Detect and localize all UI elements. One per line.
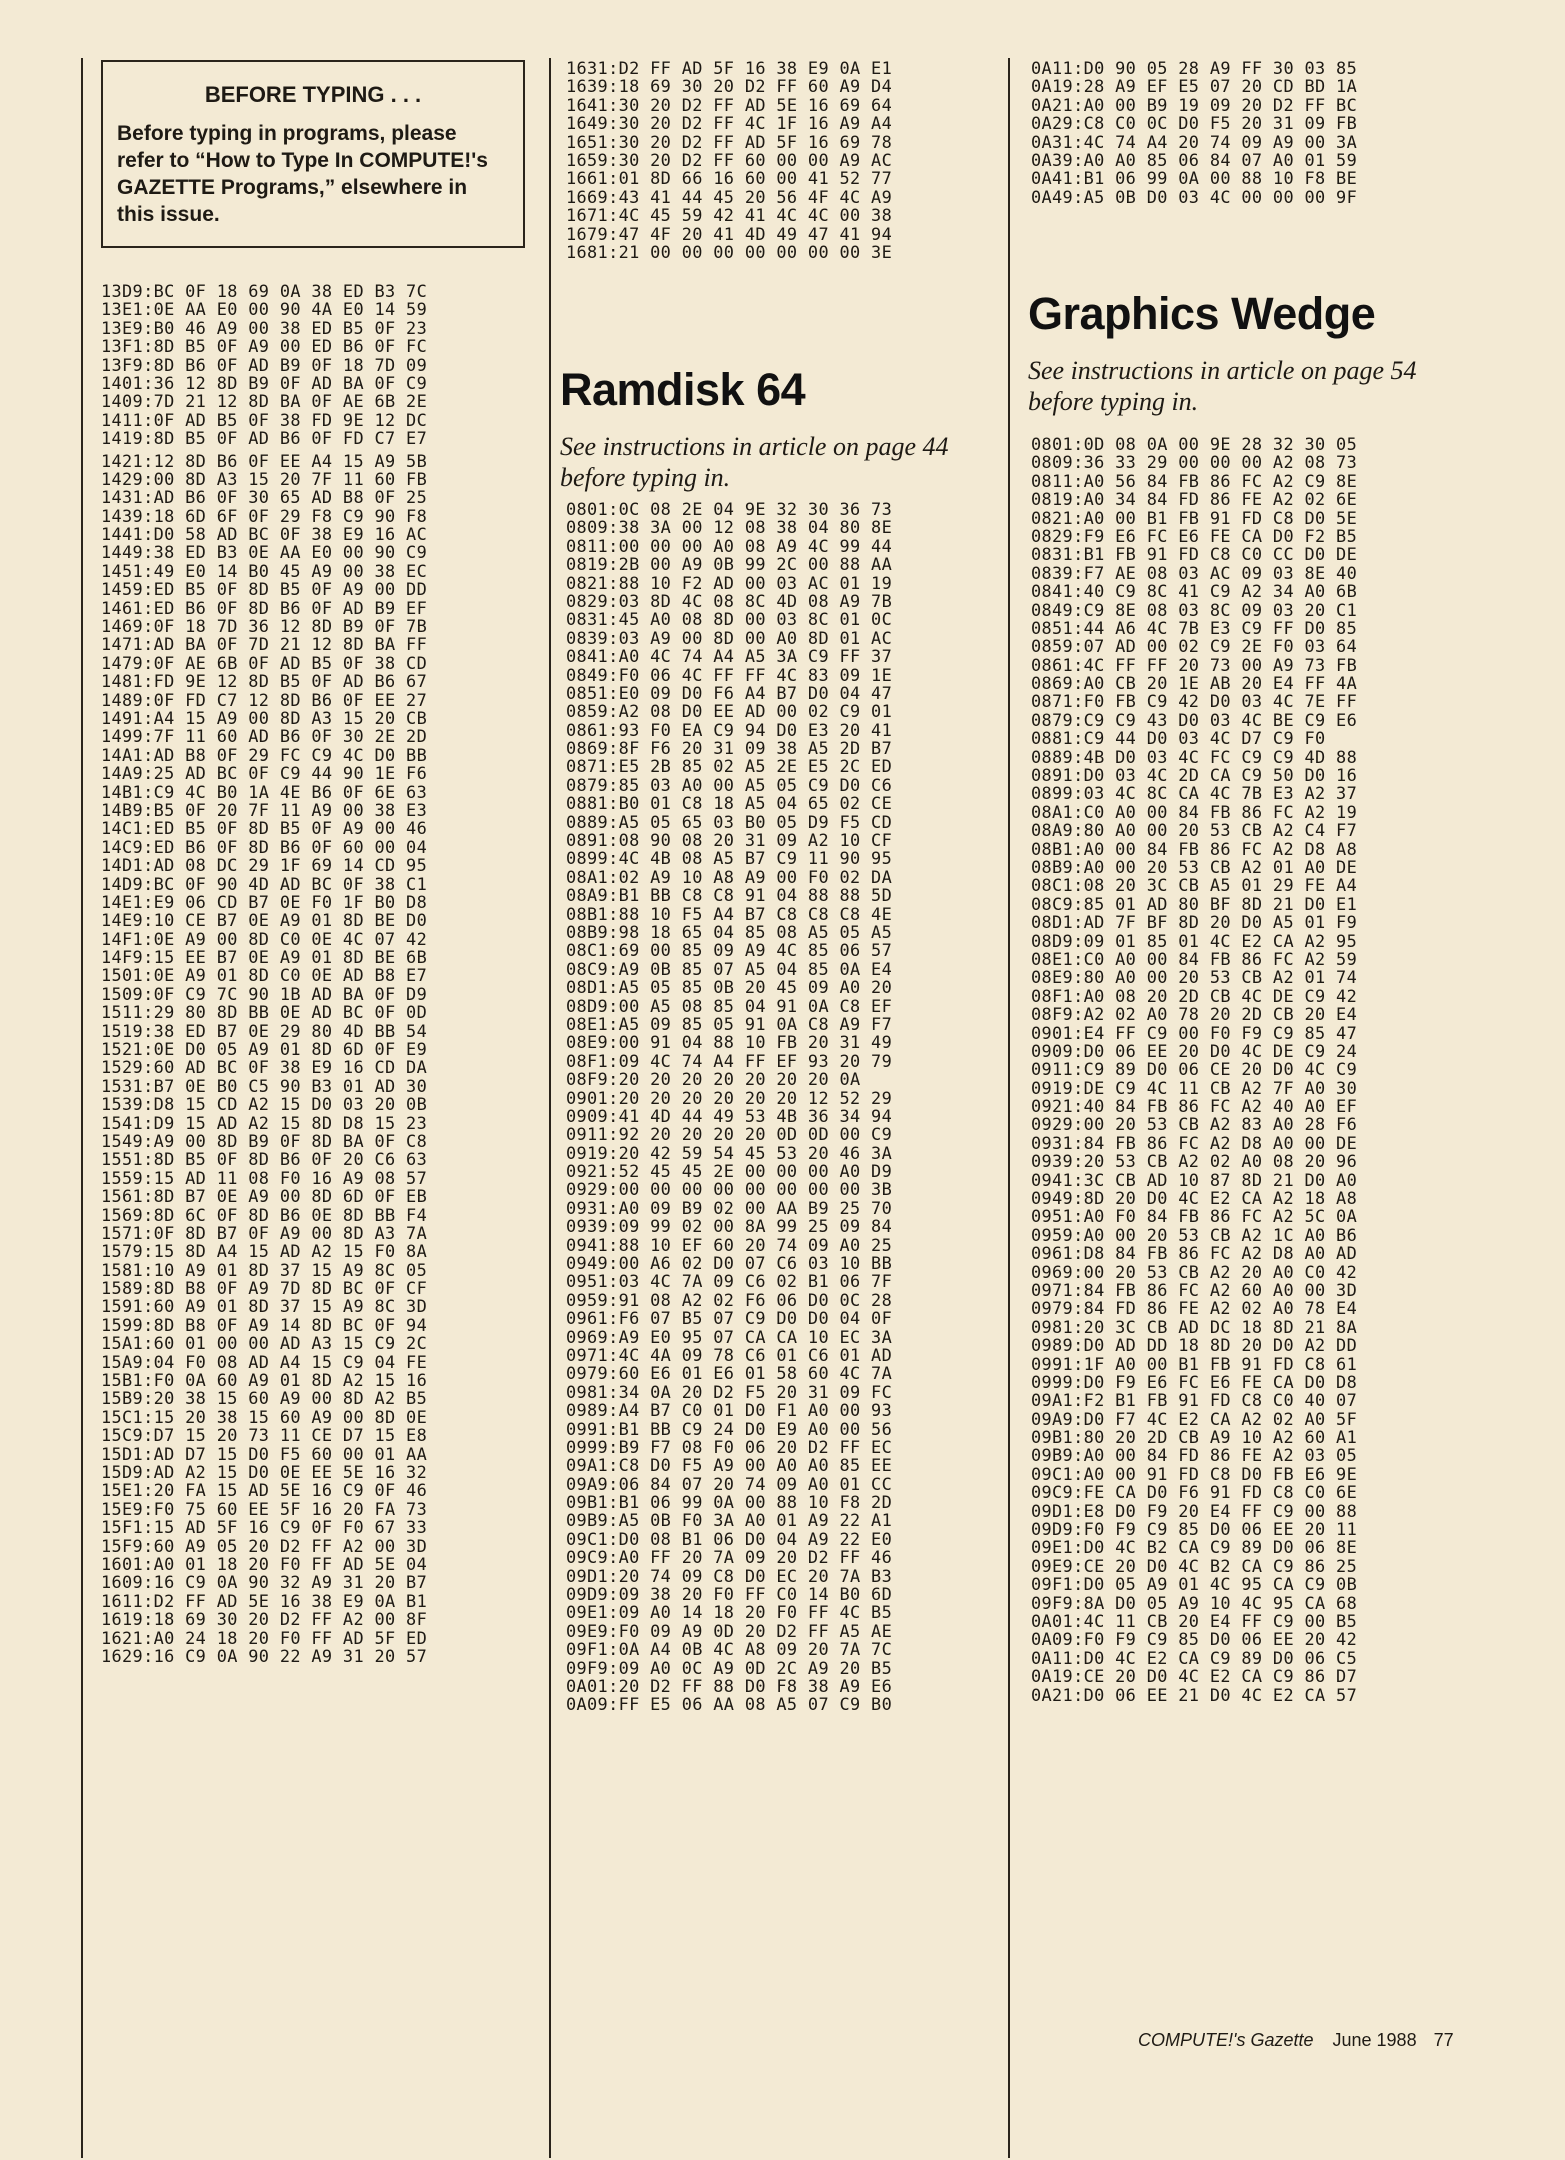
code-line: 1431:AD B6 0F 30 65 AD B8 0F 25 bbox=[101, 487, 428, 508]
code-line: 1429:00 8D A3 15 20 7F 11 60 FB bbox=[101, 468, 428, 489]
code-line: 09E9:F0 09 A9 0D 20 D2 FF A5 AE bbox=[566, 1620, 893, 1641]
code-line: 08C9:A9 0B 85 07 A5 04 85 0A E4 bbox=[566, 958, 893, 979]
code-line: 0859:07 AD 00 02 C9 2E F0 03 64 bbox=[1031, 636, 1358, 657]
code-line: 09A9:D0 F7 4C E2 CA A2 02 A0 5F bbox=[1031, 1408, 1358, 1429]
graphics-wedge-subtitle: See instructions in article on page 54 before typing in. bbox=[1028, 356, 1417, 416]
code-line: 0829:F9 E6 FC E6 FE CA D0 F2 B5 bbox=[1031, 525, 1358, 546]
code-line: 14D9:BC 0F 90 4D AD BC 0F 38 C1 bbox=[101, 873, 428, 894]
before-typing-title: BEFORE TYPING . . . bbox=[204, 82, 422, 107]
code-line: 0939:09 99 02 00 8A 99 25 09 84 bbox=[566, 1216, 893, 1237]
code-line: 0881:B0 01 C8 18 A5 04 65 02 CE bbox=[566, 793, 893, 814]
code-line: 1541:D9 15 AD A2 15 8D D8 15 23 bbox=[101, 1112, 428, 1133]
code-line: 1539:D8 15 CD A2 15 D0 03 20 0B bbox=[101, 1094, 428, 1115]
code-line: 0889:A5 05 65 03 B0 05 D9 F5 CD bbox=[566, 811, 893, 832]
code-line: 1499:7F 11 60 AD B6 0F 30 2E 2D bbox=[101, 726, 428, 747]
code-line: 0A11:D0 90 05 28 A9 FF 30 03 85 bbox=[1031, 58, 1358, 78]
footer-page-number: 77 bbox=[1433, 2030, 1454, 2050]
code-line: 08E9:80 A0 00 20 53 CB A2 01 74 bbox=[1031, 967, 1358, 988]
code-line: 09A1:C8 D0 F5 A9 00 A0 A0 85 EE bbox=[566, 1455, 893, 1476]
code-line: 1679:47 4F 20 41 4D 49 47 41 94 bbox=[566, 223, 893, 244]
code-line: 0929:00 00 00 00 00 00 00 00 3B bbox=[566, 1179, 893, 1200]
code-line: 0A09:FF E5 06 AA 08 A5 07 C9 B0 bbox=[566, 1694, 893, 1715]
code-line: 1581:10 A9 01 8D 37 15 A9 8C 05 bbox=[101, 1259, 428, 1280]
code-line: 0A41:B1 06 99 0A 00 88 10 F8 BE bbox=[1031, 168, 1358, 189]
column-rule-left bbox=[81, 58, 83, 2158]
code-line: 0941:88 10 EF 60 20 74 09 A0 25 bbox=[566, 1234, 893, 1255]
code-line: 0991:1F A0 00 B1 FB 91 FD C8 61 bbox=[1031, 1353, 1358, 1374]
code-line: 0921:52 45 45 2E 00 00 00 A0 D9 bbox=[566, 1161, 893, 1182]
ramdisk-title: Ramdisk 64 bbox=[560, 364, 806, 415]
code-line: 09B9:A5 0B F0 3A A0 01 A9 22 A1 bbox=[566, 1510, 893, 1531]
listing-column-1 bbox=[101, 282, 427, 1665]
code-line: 08C9:85 01 AD 80 BF 8D 21 D0 E1 bbox=[1031, 893, 1358, 914]
code-line: 0801:0C 08 2E 04 9E 32 30 36 73 bbox=[566, 499, 893, 519]
code-line: 13E9:B0 46 A9 00 38 ED B5 0F 23 bbox=[101, 317, 428, 338]
code-line: 0931:84 FB 86 FC A2 D8 A0 00 DE bbox=[1031, 1132, 1358, 1153]
code-line: 15A1:60 01 00 00 AD A3 15 C9 2C bbox=[101, 1333, 428, 1354]
code-line: 09E1:D0 4C B2 CA C9 89 D0 06 8E bbox=[1031, 1537, 1358, 1558]
code-line: 0989:A4 B7 C0 01 D0 F1 A0 00 93 bbox=[566, 1400, 893, 1421]
code-line: 0951:A0 F0 84 FB 86 FC A2 5C 0A bbox=[1031, 1206, 1358, 1227]
code-line: 1651:30 20 D2 FF AD 5F 16 69 78 bbox=[566, 131, 893, 152]
code-line: 09D1:E8 D0 F9 20 E4 FF C9 00 88 bbox=[1031, 1500, 1358, 1521]
code-line: 0899:03 4C 8C CA 4C 7B E3 A2 37 bbox=[1031, 783, 1358, 804]
code-line: 08D9:00 A5 08 85 04 91 0A C8 EF bbox=[566, 995, 893, 1016]
code-line: 0889:4B D0 03 4C FC C9 C9 4D 88 bbox=[1031, 746, 1358, 767]
code-line: 1481:FD 9E 12 8D B5 0F AD B6 67 bbox=[101, 671, 428, 692]
code-line: 1459:ED B5 0F 8D B5 0F A9 00 DD bbox=[101, 579, 428, 600]
code-line: 14F1:0E A9 00 8D C0 0E 4C 07 42 bbox=[101, 928, 428, 949]
code-line: 14B9:B5 0F 20 7F 11 A9 00 38 E3 bbox=[101, 799, 428, 820]
code-line: 08D9:09 01 85 01 4C E2 CA A2 95 bbox=[1031, 930, 1358, 951]
page-footer bbox=[1138, 2030, 1454, 2051]
code-line: 13E1:0E AA E0 00 90 4A E0 14 59 bbox=[101, 299, 428, 320]
code-line: 14C1:ED B5 0F 8D B5 0F A9 00 46 bbox=[101, 818, 428, 839]
code-line: 1551:8D B5 0F 8D B6 0F 20 C6 63 bbox=[101, 1149, 428, 1170]
code-line: 1671:4C 45 59 42 41 4C 4C 00 38 bbox=[566, 205, 893, 226]
code-line: 0A09:F0 F9 C9 85 D0 06 EE 20 42 bbox=[1031, 1629, 1358, 1650]
code-line: 1649:30 20 D2 FF 4C 1F 16 A9 A4 bbox=[566, 113, 893, 134]
code-line: 1479:0F AE 6B 0F AD B5 0F 38 CD bbox=[101, 652, 428, 673]
code-line: 0891:D0 03 4C 2D CA C9 50 D0 16 bbox=[1031, 765, 1358, 786]
code-line: 0A29:C8 C0 0C D0 F5 20 31 09 FB bbox=[1031, 113, 1358, 134]
code-line: 0959:91 08 A2 02 F6 06 D0 0C 28 bbox=[566, 1289, 893, 1310]
code-line: 0999:B9 F7 08 F0 06 20 D2 FF EC bbox=[566, 1436, 893, 1457]
code-line: 08A1:C0 A0 00 84 FB 86 FC A2 19 bbox=[1031, 801, 1358, 822]
code-line: 1409:7D 21 12 8D BA 0F AE 6B 2E bbox=[101, 391, 428, 412]
code-line: 0951:03 4C 7A 09 C6 02 B1 06 7F bbox=[566, 1271, 893, 1292]
code-line: 1631:D2 FF AD 5F 16 38 E9 0A E1 bbox=[566, 58, 893, 78]
code-line: 0869:A0 CB 20 1E AB 20 E4 FF 4A bbox=[1031, 673, 1358, 694]
code-line: 08E1:C0 A0 00 84 FB 86 FC A2 59 bbox=[1031, 948, 1358, 969]
code-line: 1489:0F FD C7 12 8D B6 0F EE 27 bbox=[101, 689, 428, 710]
code-line: 0871:E5 2B 85 02 A5 2E E5 2C ED bbox=[566, 756, 893, 777]
code-line: 0919:20 42 59 54 45 53 20 46 3A bbox=[566, 1142, 893, 1163]
code-line: 0961:D8 84 FB 86 FC A2 D8 A0 AD bbox=[1031, 1243, 1358, 1264]
code-line: 08B1:88 10 F5 A4 B7 C8 C8 C8 4E bbox=[566, 903, 893, 924]
code-line: 15B1:F0 0A 60 A9 01 8D A2 15 16 bbox=[101, 1370, 428, 1391]
code-line: 1601:A0 01 18 20 F0 FF AD 5E 04 bbox=[101, 1553, 428, 1574]
code-line: 08F9:A2 02 A0 78 20 2D CB 20 E4 bbox=[1031, 1004, 1358, 1025]
code-line: 0969:A9 E0 95 07 CA CA 10 EC 3A bbox=[566, 1326, 893, 1347]
code-line: 15E1:20 FA 15 AD 5E 16 C9 0F 46 bbox=[101, 1480, 428, 1501]
code-line: 08E1:A5 09 85 05 91 0A C8 A9 F7 bbox=[566, 1013, 893, 1034]
code-line: 1501:0E A9 01 8D C0 0E AD B8 E7 bbox=[101, 965, 428, 986]
code-line: 1419:8D B5 0F AD B6 0F FD C7 E7 bbox=[101, 428, 428, 449]
code-line: 08A1:02 A9 10 A8 A9 00 F0 02 DA bbox=[566, 866, 893, 887]
code-line: 15E9:F0 75 60 EE 5F 16 20 FA 73 bbox=[101, 1498, 428, 1519]
code-line: 0801:0D 08 0A 00 9E 28 32 30 05 bbox=[1031, 434, 1358, 454]
code-line: 0839:03 A9 00 8D 00 A0 8D 01 AC bbox=[566, 627, 893, 648]
code-line: 0981:20 3C CB AD DC 18 8D 21 8A bbox=[1031, 1316, 1358, 1337]
code-line: 0871:F0 FB C9 42 D0 03 4C 7E FF bbox=[1031, 691, 1358, 712]
code-line: 1591:60 A9 01 8D 37 15 A9 8C 3D bbox=[101, 1296, 428, 1317]
code-line: 1609:16 C9 0A 90 32 A9 31 20 B7 bbox=[101, 1572, 428, 1593]
code-line: 14E1:E9 06 CD B7 0E F0 1F B0 D8 bbox=[101, 891, 428, 912]
code-line: 1471:AD BA 0F 7D 21 12 8D BA FF bbox=[101, 634, 428, 655]
code-line: 0849:F0 06 4C FF FF 4C 83 09 1E bbox=[566, 664, 893, 685]
code-line: 0901:20 20 20 20 20 20 12 52 29 bbox=[566, 1087, 893, 1108]
code-line: 0949:8D 20 D0 4C E2 CA A2 18 A8 bbox=[1031, 1188, 1358, 1209]
code-line: 1491:A4 15 A9 00 8D A3 15 20 CB bbox=[101, 707, 428, 728]
code-line: 0939:20 53 CB A2 02 A0 08 20 96 bbox=[1031, 1151, 1358, 1172]
code-line: 1461:ED B6 0F 8D B6 0F AD B9 EF bbox=[101, 597, 428, 618]
code-line: 0979:60 E6 01 E6 01 58 60 4C 7A bbox=[566, 1363, 893, 1384]
code-line: 1579:15 8D A4 15 AD A2 15 F0 8A bbox=[101, 1241, 428, 1262]
before-typing-box bbox=[101, 60, 525, 248]
code-line: 0959:A0 00 20 53 CB A2 1C A0 B6 bbox=[1031, 1224, 1358, 1245]
code-line: 15D1:AD D7 15 D0 F5 60 00 01 AA bbox=[101, 1443, 428, 1464]
code-line: 1411:0F AD B5 0F 38 FD 9E 12 DC bbox=[101, 409, 428, 430]
code-line: 08D1:AD 7F BF 8D 20 D0 A5 01 F9 bbox=[1031, 912, 1358, 933]
code-line: 09A9:06 84 07 20 74 09 A0 01 CC bbox=[566, 1473, 893, 1494]
ramdisk-subtitle: See instructions in article on page 44 before typing in. bbox=[560, 432, 949, 492]
code-line: 0909:41 4D 44 49 53 4B 36 34 94 bbox=[566, 1105, 893, 1126]
code-line: 1519:38 ED B7 0E 29 80 4D BB 54 bbox=[101, 1020, 428, 1041]
code-line: 0849:C9 8E 08 03 8C 09 03 20 C1 bbox=[1031, 599, 1358, 620]
code-line: 09E9:CE 20 D0 4C B2 CA C9 86 25 bbox=[1031, 1555, 1358, 1576]
code-line: 0879:85 03 A0 00 A5 05 C9 D0 C6 bbox=[566, 774, 893, 795]
code-line: 1439:18 6D 6F 0F 29 F8 C9 90 F8 bbox=[101, 505, 428, 526]
code-line: 08B1:A0 00 84 FB 86 FC A2 D8 A8 bbox=[1031, 838, 1358, 859]
code-line: 1639:18 69 30 20 D2 FF 60 A9 D4 bbox=[566, 76, 893, 97]
code-line: 08B9:98 18 65 04 85 08 A5 05 A5 bbox=[566, 921, 893, 942]
code-line: 1401:36 12 8D B9 0F AD BA 0F C9 bbox=[101, 372, 428, 393]
code-line: 09F9:09 A0 0C A9 0D 2C A9 20 B5 bbox=[566, 1657, 893, 1678]
code-line: 1661:01 8D 66 16 60 00 41 52 77 bbox=[566, 168, 893, 189]
code-line: 0A49:A5 0B D0 03 4C 00 00 00 9F bbox=[1031, 186, 1358, 207]
code-line: 1599:8D B8 0F A9 14 8D BC 0F 94 bbox=[101, 1314, 428, 1335]
code-line: 08A9:80 A0 00 20 53 CB A2 C4 F7 bbox=[1031, 820, 1358, 841]
code-line: 0971:84 FB 86 FC A2 60 A0 00 3D bbox=[1031, 1279, 1358, 1300]
code-line: 1549:A9 00 8D B9 0F 8D BA 0F C8 bbox=[101, 1130, 428, 1151]
code-line: 1451:49 E0 14 B0 45 A9 00 38 EC bbox=[101, 560, 428, 581]
code-line: 14C9:ED B6 0F 8D B6 0F 60 00 04 bbox=[101, 836, 428, 857]
code-line: 0841:40 C9 8C 41 C9 A2 34 A0 6B bbox=[1031, 581, 1358, 602]
code-line: 09C1:D0 08 B1 06 D0 04 A9 22 E0 bbox=[566, 1528, 893, 1549]
listing-column-2-continued bbox=[566, 59, 892, 261]
column-rule-right bbox=[1008, 58, 1010, 2158]
code-line: 0961:F6 07 B5 07 C9 D0 D0 04 0F bbox=[566, 1308, 893, 1329]
code-line: 0811:A0 56 84 FB 86 FC A2 C9 8E bbox=[1031, 470, 1358, 491]
code-line: 1619:18 69 30 20 D2 FF A2 00 8F bbox=[101, 1609, 428, 1630]
code-line: 14E9:10 CE B7 0E A9 01 8D BE D0 bbox=[101, 910, 428, 931]
code-line: 0911:C9 89 D0 06 CE 20 D0 4C C9 bbox=[1031, 1059, 1358, 1080]
code-line: 0851:E0 09 D0 F6 A4 B7 D0 04 47 bbox=[566, 682, 893, 703]
code-line: 09F1:0A A4 0B 4C A8 09 20 7A 7C bbox=[566, 1639, 893, 1660]
footer-date: June 1988 bbox=[1332, 2030, 1417, 2050]
code-line: 09B9:A0 00 84 FD 86 FE A2 03 05 bbox=[1031, 1445, 1358, 1466]
code-line: 1531:B7 0E B0 C5 90 B3 01 AD 30 bbox=[101, 1075, 428, 1096]
code-line: 14D1:AD 08 DC 29 1F 69 14 CD 95 bbox=[101, 855, 428, 876]
code-line: 14A9:25 AD BC 0F C9 44 90 1E F6 bbox=[101, 763, 428, 784]
code-line: 1611:D2 FF AD 5E 16 38 E9 0A B1 bbox=[101, 1590, 428, 1611]
code-line: 15F1:15 AD 5F 16 C9 0F F0 67 33 bbox=[101, 1517, 428, 1538]
code-line: 1559:15 AD 11 08 F0 16 A9 08 57 bbox=[101, 1167, 428, 1188]
code-line: 0A39:A0 A0 85 06 84 07 A0 01 59 bbox=[1031, 149, 1358, 170]
code-line: 09D9:09 38 20 F0 FF C0 14 B0 6D bbox=[566, 1584, 893, 1605]
code-line: 0971:4C 4A 09 78 C6 01 C6 01 AD bbox=[566, 1344, 893, 1365]
code-line: 0879:C9 C9 43 D0 03 4C BE C9 E6 bbox=[1031, 709, 1358, 730]
code-line: 0999:D0 F9 E6 FC E6 FE CA D0 D8 bbox=[1031, 1371, 1358, 1392]
code-line: 1441:D0 58 AD BC 0F 38 E9 16 AC bbox=[101, 524, 428, 545]
code-line: 0809:38 3A 00 12 08 38 04 80 8E bbox=[566, 517, 893, 538]
code-line: 1511:29 80 8D BB 0E AD BC 0F 0D bbox=[101, 1002, 428, 1023]
code-line: 0821:88 10 F2 AD 00 03 AC 01 19 bbox=[566, 572, 893, 593]
code-line: 0A19:CE 20 D0 4C E2 CA C9 86 D7 bbox=[1031, 1666, 1358, 1687]
code-line: 0819:A0 34 84 FD 86 FE A2 02 6E bbox=[1031, 489, 1358, 510]
code-line: 0929:00 20 53 CB A2 83 A0 28 F6 bbox=[1031, 1114, 1358, 1135]
code-line: 08F1:09 4C 74 A4 FF EF 93 20 79 bbox=[566, 1050, 893, 1071]
code-line: 0931:A0 09 B9 02 00 AA B9 25 70 bbox=[566, 1197, 893, 1218]
graphics-wedge-title: Graphics Wedge bbox=[1028, 288, 1376, 339]
code-line: 09F1:D0 05 A9 01 4C 95 CA C9 0B bbox=[1031, 1574, 1358, 1595]
code-line: 0841:A0 4C 74 A4 A5 3A C9 FF 37 bbox=[566, 646, 893, 667]
code-line: 1569:8D 6C 0F 8D B6 0E 8D BB F4 bbox=[101, 1204, 428, 1225]
code-line: 09C1:A0 00 91 FD C8 D0 FB E6 9E bbox=[1031, 1463, 1358, 1484]
code-line: 0989:D0 AD DD 18 8D 20 D0 A2 DD bbox=[1031, 1335, 1358, 1356]
code-line: 0A19:28 A9 EF E5 07 20 CD BD 1A bbox=[1031, 76, 1358, 97]
code-line: 0859:A2 08 D0 EE AD 00 02 C9 01 bbox=[566, 701, 893, 722]
code-line: 0921:40 84 FB 86 FC A2 40 A0 EF bbox=[1031, 1096, 1358, 1117]
code-line: 1681:21 00 00 00 00 00 00 00 3E bbox=[566, 241, 893, 262]
code-line: 1669:43 41 44 45 20 56 4F 4C A9 bbox=[566, 186, 893, 207]
code-line: 08E9:00 91 04 88 10 FB 20 31 49 bbox=[566, 1032, 893, 1053]
code-line: 08A9:B1 BB C8 C8 91 04 88 88 5D bbox=[566, 885, 893, 906]
code-line: 15F9:60 A9 05 20 D2 FF A2 00 3D bbox=[101, 1535, 428, 1556]
code-line: 13F9:8D B6 0F AD B9 0F 18 7D 09 bbox=[101, 354, 428, 375]
code-line: 0919:DE C9 4C 11 CB A2 7F A0 30 bbox=[1031, 1077, 1358, 1098]
code-line: 0831:B1 FB 91 FD C8 C0 CC D0 DE bbox=[1031, 544, 1358, 565]
code-line: 14A1:AD B8 0F 29 FC C9 4C D0 BB bbox=[101, 744, 428, 765]
code-line: 0A21:D0 06 EE 21 D0 4C E2 CA 57 bbox=[1031, 1684, 1358, 1705]
column-rule-middle bbox=[549, 58, 551, 2158]
code-line: 09C9:FE CA D0 F6 91 FD C8 C0 6E bbox=[1031, 1482, 1358, 1503]
code-line: 0A11:D0 4C E2 CA C9 89 D0 06 C5 bbox=[1031, 1647, 1358, 1668]
code-line: 1521:0E D0 05 A9 01 8D 6D 0F E9 bbox=[101, 1039, 428, 1060]
before-typing-text: Before typing in programs, please refer to “How to Type In COMPUTE!'s GAZETTE Programs,” elsewhere in this issue. bbox=[117, 122, 488, 226]
code-line: 0869:8F F6 20 31 09 38 A5 2D B7 bbox=[566, 738, 893, 759]
code-line: 1621:A0 24 18 20 F0 FF AD 5F ED bbox=[101, 1627, 428, 1648]
code-line: 1469:0F 18 7D 36 12 8D B9 0F 7B bbox=[101, 616, 428, 637]
code-line: 0899:4C 4B 08 A5 B7 C9 11 90 95 bbox=[566, 848, 893, 869]
code-line: 1561:8D B7 0E A9 00 8D 6D 0F EB bbox=[101, 1186, 428, 1207]
code-line: 0A21:A0 00 B9 19 09 20 D2 FF BC bbox=[1031, 94, 1358, 115]
code-line: 0891:08 90 08 20 31 09 A2 10 CF bbox=[566, 830, 893, 851]
code-line: 09F9:8A D0 05 A9 10 4C 95 CA 68 bbox=[1031, 1592, 1358, 1613]
code-line: 08C1:08 20 3C CB A5 01 29 FE A4 bbox=[1031, 875, 1358, 896]
code-line: 0979:84 FD 86 FE A2 02 A0 78 E4 bbox=[1031, 1298, 1358, 1319]
code-line: 0A01:4C 11 CB 20 E4 FF C9 00 B5 bbox=[1031, 1611, 1358, 1631]
code-line: 0949:00 A6 02 D0 07 C6 03 10 BB bbox=[566, 1253, 893, 1274]
code-line: 0839:F7 AE 08 03 AC 09 03 8E 40 bbox=[1031, 562, 1358, 583]
code-line: 13D9:BC 0F 18 69 0A 38 ED B3 7C bbox=[101, 281, 428, 301]
code-line: 14F9:15 EE B7 0E A9 01 8D BE 6B bbox=[101, 947, 428, 968]
code-line: 08F1:A0 08 20 2D CB 4C DE C9 42 bbox=[1031, 985, 1358, 1006]
code-line: 0909:D0 06 EE 20 D0 4C DE C9 24 bbox=[1031, 1040, 1358, 1061]
code-line: 0A31:4C 74 A4 20 74 09 A9 00 3A bbox=[1031, 131, 1358, 152]
code-line: 1629:16 C9 0A 90 22 A9 31 20 57 bbox=[101, 1645, 428, 1666]
code-line: 15C9:D7 15 20 73 11 CE D7 15 E8 bbox=[101, 1425, 428, 1446]
code-line: 09A1:F2 B1 FB 91 FD C8 C0 40 07 bbox=[1031, 1390, 1358, 1411]
ramdisk-listing bbox=[566, 500, 892, 1714]
footer-magazine: COMPUTE!'s Gazette bbox=[1138, 2030, 1314, 2050]
code-line: 0941:3C CB AD 10 87 8D 21 D0 A0 bbox=[1031, 1169, 1358, 1190]
code-line: 15D9:AD A2 15 D0 0E EE 5E 16 32 bbox=[101, 1462, 428, 1482]
code-line: 1571:0F 8D B7 0F A9 00 8D A3 7A bbox=[101, 1222, 428, 1243]
code-line: 0861:93 F0 EA C9 94 D0 E3 20 41 bbox=[566, 719, 893, 740]
code-line: 13F1:8D B5 0F A9 00 ED B6 0F FC bbox=[101, 336, 428, 357]
code-line: 0851:44 A6 4C 7B E3 C9 FF D0 85 bbox=[1031, 617, 1358, 638]
code-line: 0A01:20 D2 FF 88 D0 F8 38 A9 E6 bbox=[566, 1676, 893, 1696]
code-line: 08F9:20 20 20 20 20 20 20 0A bbox=[566, 1069, 861, 1090]
code-line: 0821:A0 00 B1 FB 91 FD C8 D0 5E bbox=[1031, 507, 1358, 528]
code-line: 09D9:F0 F9 C9 85 D0 06 EE 20 11 bbox=[1031, 1519, 1358, 1540]
code-line: 09B1:B1 06 99 0A 00 88 10 F8 2D bbox=[566, 1492, 893, 1513]
code-line: 08B9:A0 00 20 53 CB A2 01 A0 DE bbox=[1031, 856, 1358, 877]
code-line: 14B1:C9 4C B0 1A 4E B6 0F 6E 63 bbox=[101, 781, 428, 802]
code-line: 0911:92 20 20 20 20 0D 0D 00 C9 bbox=[566, 1124, 893, 1145]
code-line: 0829:03 8D 4C 08 8C 4D 08 A9 7B bbox=[566, 590, 893, 611]
code-line: 1659:30 20 D2 FF 60 00 00 A9 AC bbox=[566, 149, 893, 170]
code-line: 0861:4C FF FF 20 73 00 A9 73 FB bbox=[1031, 654, 1358, 675]
code-line: 0981:34 0A 20 D2 F5 20 31 09 FC bbox=[566, 1381, 893, 1402]
code-line: 15A9:04 F0 08 AD A4 15 C9 04 FE bbox=[101, 1351, 428, 1372]
code-line: 09E1:09 A0 14 18 20 F0 FF 4C B5 bbox=[566, 1602, 893, 1623]
code-line: 0991:B1 BB C9 24 D0 E9 A0 00 56 bbox=[566, 1418, 893, 1439]
code-line: 15C1:15 20 38 15 60 A9 00 8D 0E bbox=[101, 1406, 428, 1427]
code-line: 0809:36 33 29 00 00 00 A2 08 73 bbox=[1031, 452, 1358, 473]
listing-column-3-continued bbox=[1031, 59, 1357, 206]
code-line: 0901:E4 FF C9 00 F0 F9 C9 85 47 bbox=[1031, 1022, 1358, 1043]
code-line: 0831:45 A0 08 8D 00 03 8C 01 0C bbox=[566, 609, 893, 630]
graphics-wedge-listing bbox=[1031, 435, 1357, 1704]
code-line: 08D1:A5 05 85 0B 20 45 09 A0 20 bbox=[566, 977, 893, 998]
code-line: 1529:60 AD BC 0F 38 E9 16 CD DA bbox=[101, 1057, 428, 1078]
code-line: 1641:30 20 D2 FF AD 5E 16 69 64 bbox=[566, 94, 893, 115]
code-line: 1449:38 ED B3 0E AA E0 00 90 C9 bbox=[101, 542, 428, 563]
code-line: 15B9:20 38 15 60 A9 00 8D A2 B5 bbox=[101, 1388, 428, 1409]
code-line: 1589:8D B8 0F A9 7D 8D BC 0F CF bbox=[101, 1278, 428, 1299]
code-line: 08C1:69 00 85 09 A9 4C 85 06 57 bbox=[566, 940, 893, 961]
code-line: 1421:12 8D B6 0F EE A4 15 A9 5B bbox=[101, 450, 428, 471]
code-line: 0819:2B 00 A9 0B 99 2C 00 88 AA bbox=[566, 554, 893, 575]
code-line: 09B1:80 20 2D CB A9 10 A2 60 A1 bbox=[1031, 1427, 1358, 1448]
code-line: 0881:C9 44 D0 03 4C D7 C9 F0 bbox=[1031, 728, 1326, 749]
code-line: 09C9:A0 FF 20 7A 09 20 D2 FF 46 bbox=[566, 1547, 893, 1568]
code-line: 0811:00 00 00 A0 08 A9 4C 99 44 bbox=[566, 535, 893, 556]
code-line: 0969:00 20 53 CB A2 20 A0 C0 42 bbox=[1031, 1261, 1358, 1282]
code-line: 09D1:20 74 09 C8 D0 EC 20 7A B3 bbox=[566, 1565, 893, 1586]
code-line: 1509:0F C9 7C 90 1B AD BA 0F D9 bbox=[101, 983, 428, 1004]
